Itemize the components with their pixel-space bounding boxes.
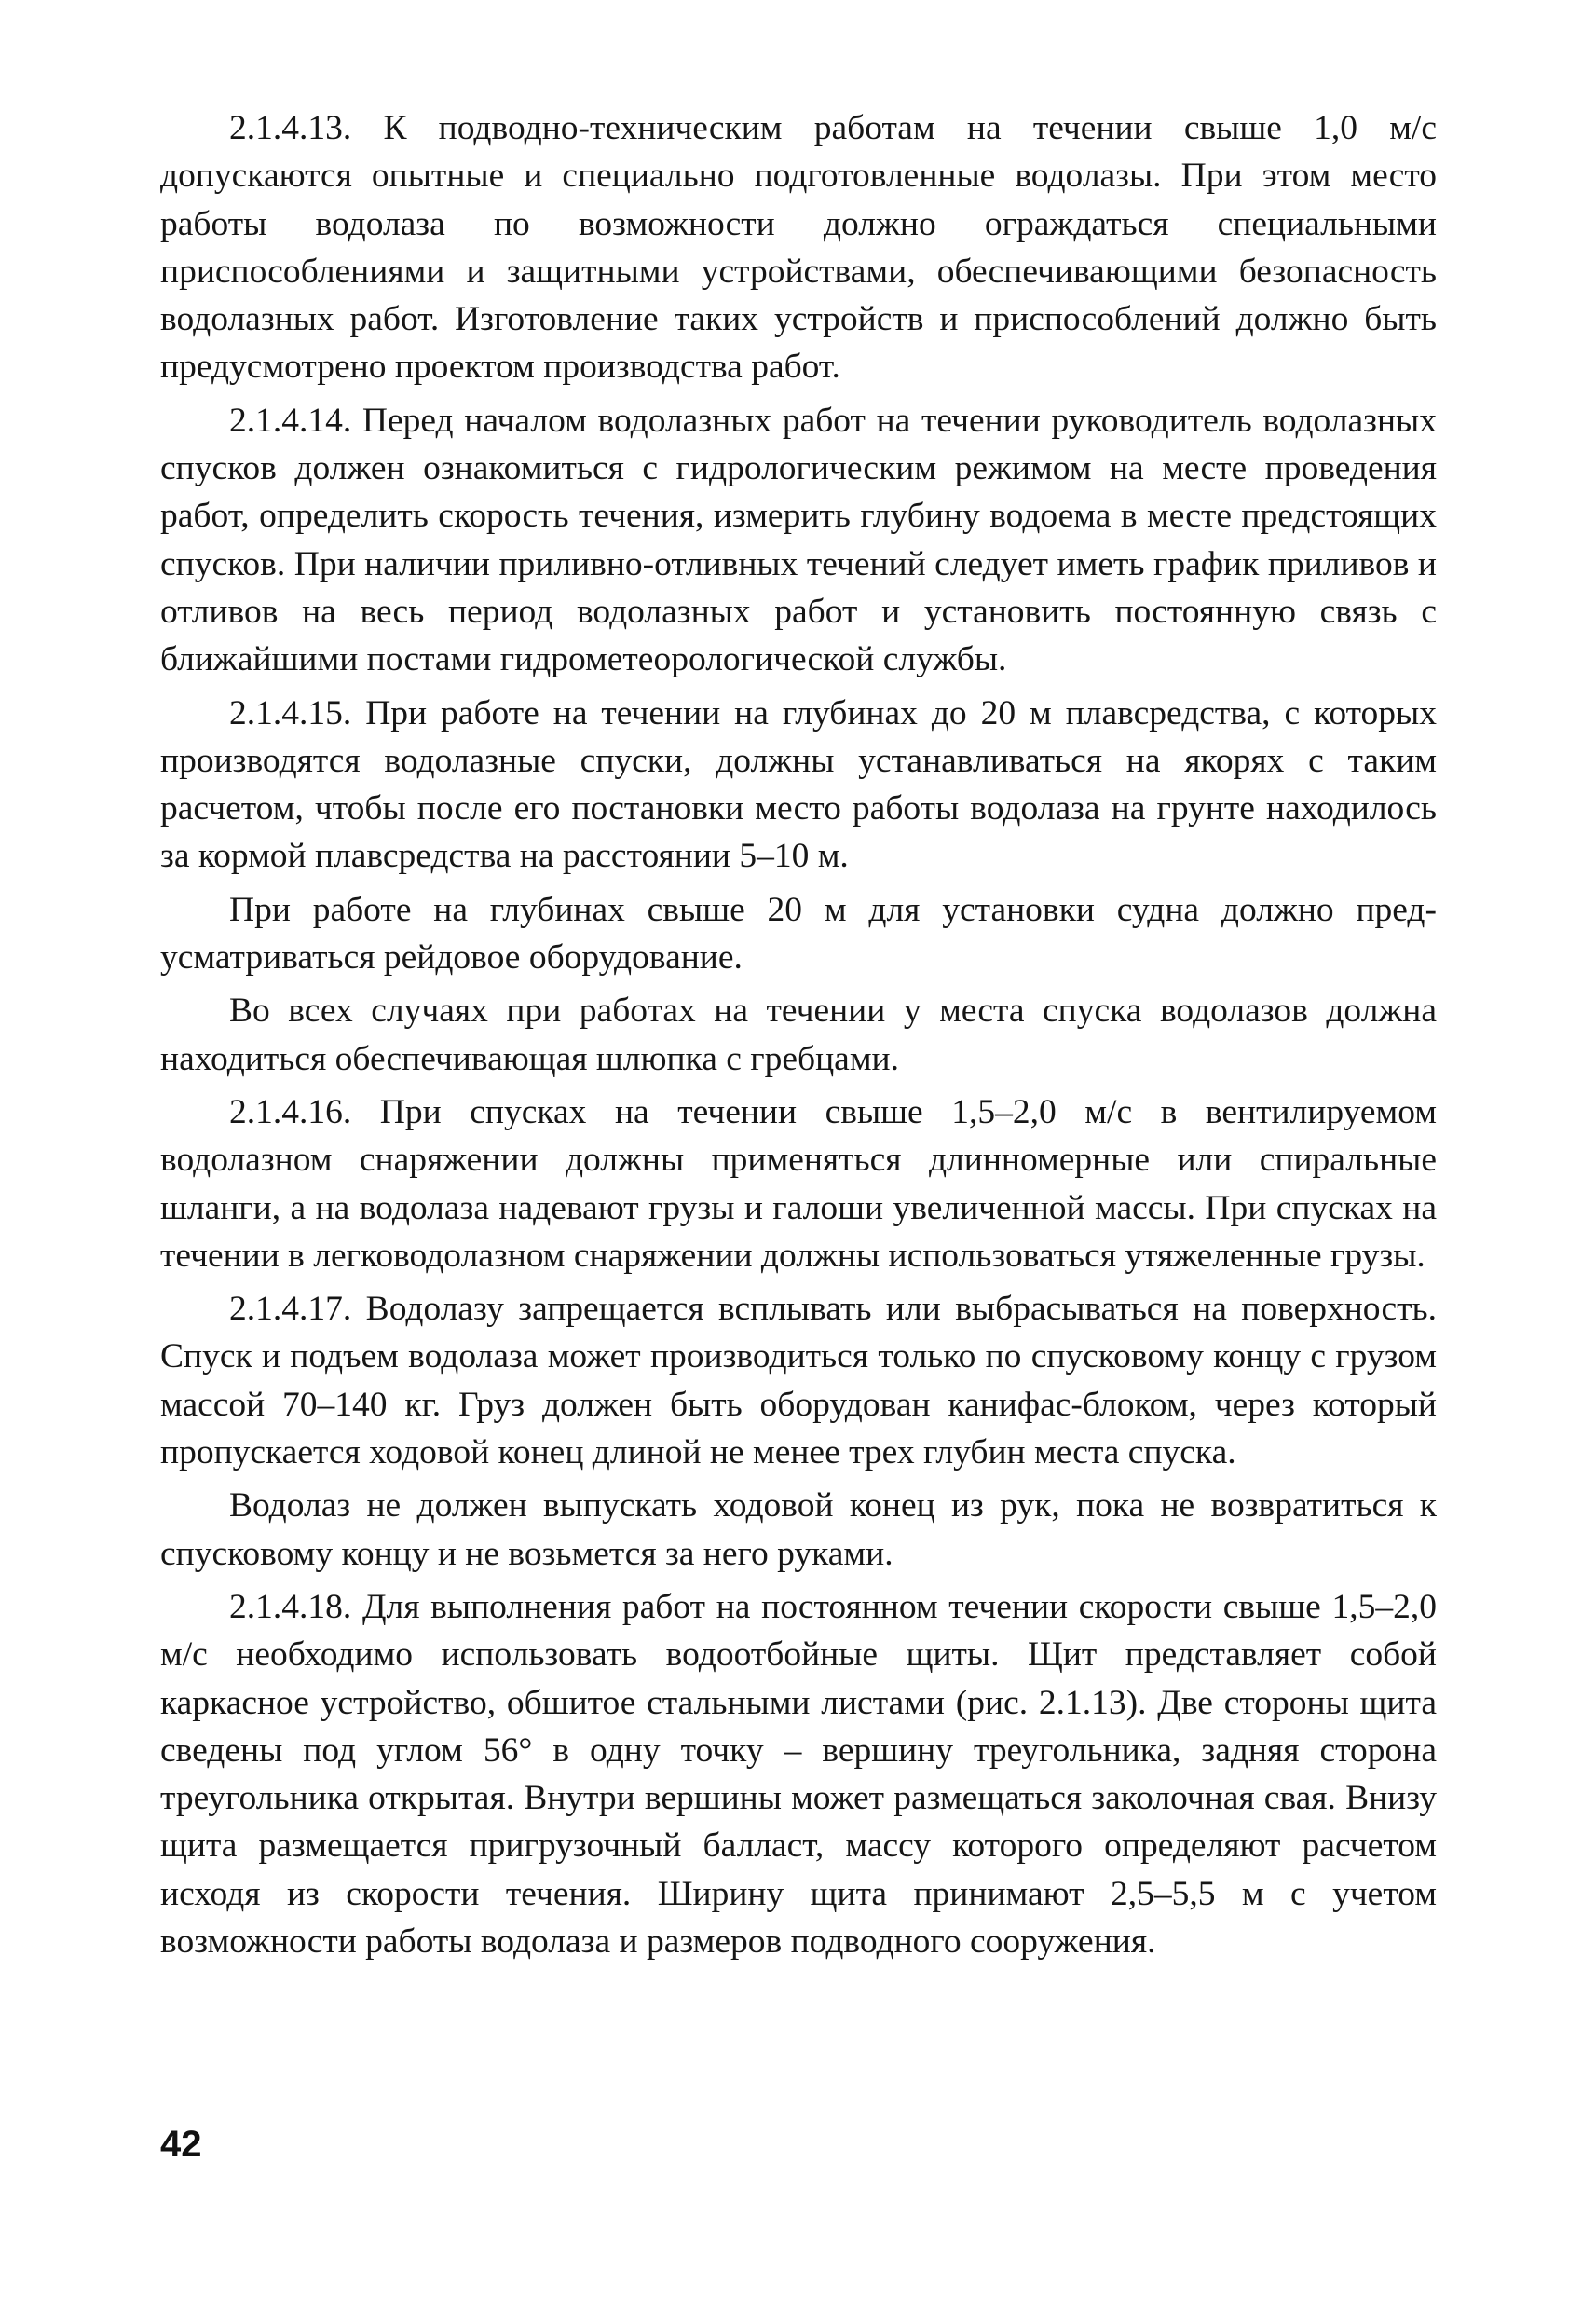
body-text — [160, 104, 1437, 1965]
paragraph-safety-boat: Во всех случаях при работах на течении у места спуска водолазов должна находиться обеспечивающая шлюпка с гребцами. — [160, 992, 1437, 1078]
paragraph-2-1-4-18: 2.1.4.18. Для выполнения работ на постоянном течении скорости свыше 1,5–2,0 м/с необходимо использовать водоотбойные щиты. Щит представляет собой каркасное устройство, обшитое стальными листами (рис. 2.1.13). Две стороны щита сведены под углом 56° в одну точку – вершину треугольника, задняя сторона треугольника открытая. Внутри вершины может размещаться заколочная свая. Внизу щита размещается пригрузочный балласт, массу которого определяют расчетом исходя из скорости течения. Ширину щита принимают 2,5–5,5 м с учетом возможности работы водолаза и размеров подводного сооружения. — [160, 1587, 1437, 1961]
paragraph-2-1-4-16: 2.1.4.16. При спусках на течении свыше 1,5–2,0 м/с в вентилируемом водолазном снаряжении должны применяться длинномерные или спиральные шланги, а на водолаза надевают грузы и галоши увеличенной массы. При спусках на течении в легководолазном снаряжении должны использоваться утяжеленные грузы. — [160, 1092, 1437, 1275]
paragraph-running-end: Водолаз не должен выпускать ходовой конец из рук, пока не возвратиться к спусковому концу и не возьмется за него руками. — [160, 1486, 1437, 1573]
paragraph-2-1-4-17: 2.1.4.17. Водолазу запрещается всплывать или выбрасываться на поверхность. Спуск и подъем водолаза может производиться только по спусковому концу с грузом массой 70–140 кг. Груз должен быть оборудован канифас-блоком, через который пропускается ходовой конец длиной не менее трех глубин места спуска. — [160, 1290, 1437, 1472]
paragraph-2-1-4-13: 2.1.4.13. К подводно-техническим работам на течении свыше 1,0 м/с допускаются опытные и специально подготовленные водолазы. При этом место работы водолаза по возможности должно ограждаться специальными приспособлениями и защитными устройствами, обеспечивающими безопасность водолазных работ. Изготовление таких устройств и приспособлений должно быть предусмотрено проектом производства работ. — [160, 109, 1437, 387]
paragraph-depth-over-20m: При работе на глубинах свыше 20 м для установки судна должно предусматриваться рейдовое оборудование. — [160, 890, 1437, 978]
page-number: 42 — [160, 2124, 202, 2165]
paragraph-2-1-4-14: 2.1.4.14. Перед началом водолазных работ на течении руководитель водолазных спусков должен ознакомиться с гидрологическим режимом на месте проведения работ, определить скорость течения, измерить глубину водоема в месте предстоящих спусков. При наличии приливно-отливных течений следует иметь график приливов и отливов на весь период водолазных работ и установить постоянную связь с ближайшими постами гидрометеорологической службы. — [160, 401, 1437, 679]
paragraph-2-1-4-15: 2.1.4.15. При работе на течении на глубинах до 20 м плавсредства, с которых производятся водолазные спуски, должны устанавливаться на якорях с таким расчетом, чтобы после его постановки место работы водолаза на грунте находилось за кормой плавсредства на расстоянии 5–10 м. — [160, 693, 1437, 876]
